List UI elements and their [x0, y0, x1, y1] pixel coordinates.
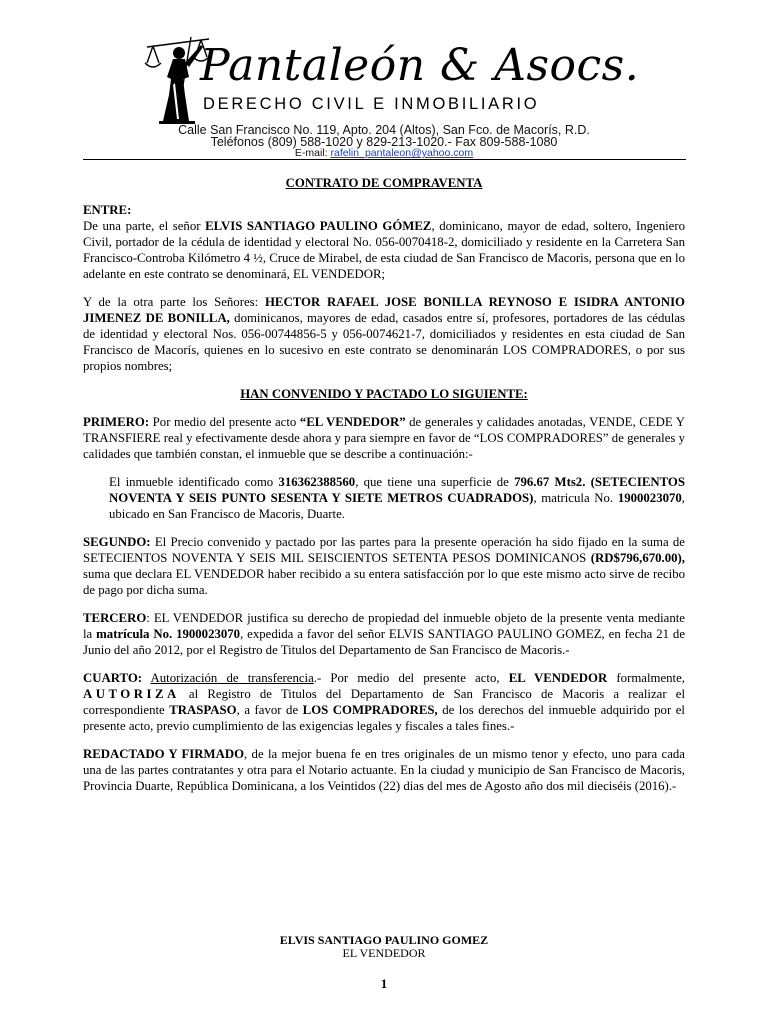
party-seller-paragraph	[83, 218, 685, 282]
clause-cuarto-traspaso: TRASPASO	[169, 703, 237, 717]
firm-address: Calle San Francisco No. 119, Apto. 204 (Altos), San Fco. de Macorís, R.D.	[178, 123, 590, 137]
property-text-2: , que tiene una superficie de	[355, 475, 515, 489]
agreed-heading: HAN CONVENIDO Y PACTADO LO SIGUIENTE:	[240, 387, 528, 401]
clause-tercero-text-1: : EL VENDEDOR justifica su derecho de propiedad del inmueble objeto de la presente venta mediante la	[83, 611, 685, 641]
clause-primero-vendedor: “EL VENDEDOR”	[299, 415, 406, 429]
clause-cuarto-vendedor: EL VENDEDOR	[508, 671, 608, 685]
property-text-1: El inmueble identificado como	[109, 475, 279, 489]
party-buyers-paragraph	[83, 294, 685, 374]
clause-cuarto-text-1: .- Por medio del presente acto,	[313, 671, 509, 685]
clause-cuarto-compradores: LOS COMPRADORES,	[302, 703, 438, 717]
signature-block	[0, 934, 768, 960]
closing-paragraph	[83, 746, 685, 794]
clause-tercero-label: TERCERO	[83, 611, 147, 625]
clause-primero-text-2: de generales y calidades anotadas, VENDE, CEDE Y TRANSFIERE real y efectivamente desde ahora y para siempre en favor de “LOS COMPRADORES” de generales y calidades que también constan, el inmueble que se describe a continuación:-	[83, 415, 685, 461]
clause-segundo-text-1: El Precio convenido y pactado por las partes para la presente operación ha sido fijado en la suma de SETECIENTOS NOVENTA Y SEIS MIL SEISCIENTOS SETENTA PESOS DOMINICANOS	[83, 535, 685, 565]
clause-cuarto-text-4: , a favor de	[236, 703, 303, 717]
property-area-words: (SETECIENTOS NOVENTA Y SEIS PUNTO SESENTA Y SIETE METROS CUADRADOS)	[109, 475, 686, 505]
party-seller-details: , dominicano, mayor de edad, soltero, Ingeniero Civil, portador de la cédula de identidad y electoral No. 056-0070418-2, domiciliado y residente en la Carretera San Francisco-Controba Kilómetro 4 ½, Cruce de Mirabel, de esta ciudad de San Francisco de Macoris, persona que en lo adelante en este contrato se denominará, EL VENDEDOR;	[83, 219, 686, 281]
party-buyers-details: dominicanos, mayores de edad, casados entre sí, profesores, portadores de las cédulas de identidad y electoral Nos. 056-00744856-5 y 056-0074621-7, domiciliados y residentes en esta ciudad de San Francisco de Macorís, quienes en lo sucesivo en este contrato se denominarán LOS COMPRADORES, o por sus propios nombres;	[83, 311, 686, 373]
clause-tercero-text-2: , expedida a favor del señor ELVIS SANTIAGO PAULINO GOMEZ, en fecha 21 de Junio del año 2012, por el Registro de Titulos del Departamento de San Francisco de Macoris.-	[83, 627, 686, 657]
clause-tercero	[83, 610, 685, 658]
closing-text: , de la mejor buena fe en tres originales de un mismo tenor y efecto, uno para cada una de las partes contratantes y otra para el Notario actuante. En la ciudad y municipio de San Francisco de Macoris, Provincia Duarte, República Dominicana, a los Veintidos (22) dias del mes de Agosto año dos mil dieciséis (2016).-	[83, 747, 685, 793]
email-link[interactable]: rafelin_pantaleon@yahoo.com	[330, 147, 474, 159]
clause-cuarto-label: CUARTO:	[83, 671, 143, 685]
page-number: 1	[380, 976, 388, 991]
signer-name: ELVIS SANTIAGO PAULINO GOMEZ	[279, 933, 489, 947]
clause-primero-label: PRIMERO:	[83, 415, 150, 429]
signer-role: EL VENDEDOR	[342, 946, 426, 960]
clause-segundo	[83, 534, 685, 598]
party-buyers-intro: Y de la otra parte los Señores:	[83, 295, 265, 309]
letterhead-divider	[83, 159, 686, 160]
property-description	[109, 474, 685, 522]
property-text-4: , ubicado en San Francisco de Macoris, Duarte.	[109, 491, 685, 521]
clause-cuarto-text-2: formalmente,	[607, 671, 685, 685]
clause-cuarto-text-3: al Registro de Titulos del Departamento de San Francisco de Macoris a realizar el correspondiente	[83, 687, 685, 717]
clause-segundo-label: SEGUNDO:	[83, 535, 151, 549]
contract-body	[83, 175, 685, 794]
contract-title: CONTRATO DE COMPRAVENTA	[285, 176, 483, 190]
clause-cuarto-autoriza: AUTORIZA	[83, 687, 180, 701]
firm-phones: Teléfonos (809) 588-1020 y 829-213-1020.- Fax 809-588-1080	[210, 135, 558, 149]
buyers-names: HECTOR RAFAEL JOSE BONILLA REYNOSO E ISIDRA ANTONIO JIMENEZ DE BONILLA,	[83, 295, 686, 325]
letterhead	[0, 0, 768, 162]
firm-email-line	[0, 147, 768, 159]
clause-segundo-text-2: suma que declara EL VENDEDOR haber recibido a su entera satisfacción por lo que este mismo acto sirve de recibo de pago por dicha suma.	[83, 567, 685, 597]
clause-segundo-amount: (RD$796,670.00),	[590, 551, 685, 565]
property-area: 796.67 Mts2.	[514, 475, 586, 489]
clause-cuarto-text-5: de los derechos del inmueble adquirido por el presente acto, previo cumplimiento de las exigencias legales y fiscales a tales fines.-	[83, 703, 685, 733]
clause-primero	[83, 414, 685, 462]
clause-primero-text-1: Por medio del presente acto	[149, 415, 300, 429]
property-text-3: , matricula No.	[533, 491, 618, 505]
party-seller-intro: De una parte, el señor	[83, 219, 206, 233]
property-id: 316362388560	[278, 475, 356, 489]
property-matricula: 1900023070	[617, 491, 682, 505]
seller-name: ELVIS SANTIAGO PAULINO GÓMEZ	[205, 219, 432, 233]
between-label: ENTRE:	[83, 203, 132, 217]
firm-tagline: DERECHO CIVIL E INMOBILIARIO	[203, 95, 540, 113]
clause-tercero-matricula: matrícula No. 1900023070	[96, 627, 241, 641]
closing-label: REDACTADO Y FIRMADO	[83, 747, 245, 761]
clause-cuarto-subtitle: Autorización de transferencia	[150, 671, 314, 685]
clause-cuarto	[83, 670, 685, 734]
email-label: E-mail:	[294, 147, 328, 159]
firm-name: Pantaleón & Asocs.	[200, 40, 640, 91]
